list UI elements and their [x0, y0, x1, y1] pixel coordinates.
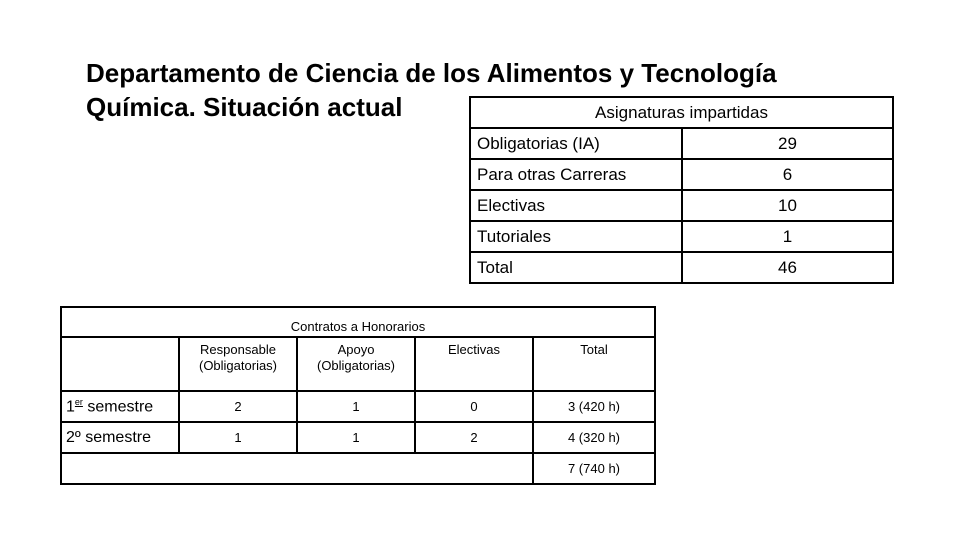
header-apoyo — [297, 337, 415, 391]
header-responsable-label: Responsable — [200, 342, 276, 357]
cell-apoyo: 1 — [297, 422, 415, 453]
table-row — [470, 159, 893, 190]
table-row — [61, 422, 655, 453]
title-line-2: Química. Situación actual — [86, 92, 403, 122]
contratos-table — [60, 306, 656, 485]
header-responsable-sub: (Obligatorias) — [198, 358, 278, 373]
header-responsable — [179, 337, 297, 391]
empty-footer-cell — [61, 453, 533, 484]
row-label: 2º semestre — [61, 422, 179, 453]
cell-responsable: 2 — [179, 391, 297, 422]
title-line-1: Departamento de Ciencia de los Alimentos y Tecnología — [86, 58, 777, 88]
cell-electivas: 2 — [415, 422, 533, 453]
row-value: 46 — [682, 252, 893, 283]
header-total: Total — [533, 337, 655, 391]
row-label-text: semestre — [82, 398, 154, 416]
asignaturas-table — [469, 96, 894, 284]
row-label: Total — [470, 252, 682, 283]
table-row — [470, 252, 893, 283]
table-row — [470, 128, 893, 159]
row-label: Para otras Carreras — [470, 159, 682, 190]
header-apoyo-label: Apoyo — [337, 342, 375, 357]
header-electivas: Electivas — [415, 337, 533, 391]
cell-responsable: 1 — [179, 422, 297, 453]
row-label — [61, 391, 179, 422]
cell-total: 4 (320 h) — [533, 422, 655, 453]
row-value: 10 — [682, 190, 893, 221]
grand-total: 7 (740 h) — [533, 453, 655, 484]
ordinal-suffix: er — [74, 396, 83, 407]
cell-apoyo: 1 — [297, 391, 415, 422]
table-row — [470, 190, 893, 221]
row-label: Electivas — [470, 190, 682, 221]
table-row — [61, 391, 655, 422]
row-label: Tutoriales — [470, 221, 682, 252]
row-value: 29 — [682, 128, 893, 159]
row-value: 1 — [682, 221, 893, 252]
row-label: Obligatorias (IA) — [470, 128, 682, 159]
row-value: 6 — [682, 159, 893, 190]
asignaturas-caption: Asignaturas impartidas — [470, 97, 893, 128]
header-apoyo-sub: (Obligatorias) — [316, 358, 396, 373]
table-row — [470, 221, 893, 252]
cell-electivas: 0 — [415, 391, 533, 422]
contratos-caption: Contratos a Honorarios — [61, 307, 655, 337]
ordinal-number: 1 — [66, 398, 75, 416]
cell-total: 3 (420 h) — [533, 391, 655, 422]
empty-header-cell — [61, 337, 179, 391]
